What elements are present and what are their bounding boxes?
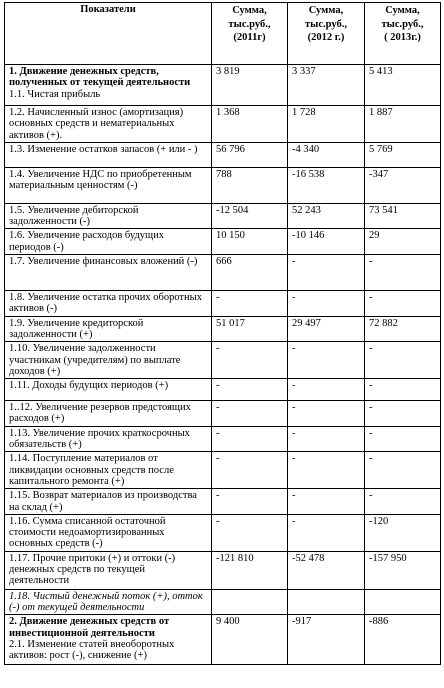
table-row — [5, 342, 441, 379]
row-value-2012: 52 243 — [288, 203, 365, 229]
row-indicator — [5, 615, 212, 665]
row-value-2011: 9 400 — [212, 615, 288, 665]
header-2012 — [288, 3, 365, 65]
row-indicator — [5, 167, 212, 203]
row-indicator-title: 1.7. Увеличение финансовых вложений (-) — [9, 256, 198, 268]
row-indicator-title: 1.10. Увеличение задолженности участникам (учредителям) по выплате доходов (+) — [9, 343, 181, 377]
row-value-2013: - — [365, 489, 441, 515]
header-2013-line3: ( 2013г.) — [384, 32, 421, 44]
row-value-2013: 73 541 — [365, 203, 441, 229]
header-row — [5, 3, 441, 65]
row-indicator-title: 1.18. Чистый денежный поток (+), отток (-) от текущей деятельности — [9, 590, 203, 614]
row-value-2012: - — [288, 342, 365, 379]
table-row — [5, 229, 441, 255]
row-value-2012: - — [288, 401, 365, 427]
row-value-2011: - — [212, 401, 288, 427]
row-value-2011: 666 — [212, 255, 288, 291]
header-2011 — [212, 3, 288, 65]
table-header — [5, 3, 441, 65]
row-indicator — [5, 255, 212, 291]
row-indicator-title: 1. Движение денежных средств, полученных от текущей деятельности — [9, 66, 191, 89]
table-row — [5, 203, 441, 229]
row-value-2013: 5 769 — [365, 142, 441, 167]
row-value-2012: - — [288, 379, 365, 401]
row-value-2013: 72 882 — [365, 316, 441, 342]
table-row — [5, 379, 441, 401]
row-indicator — [5, 106, 212, 143]
header-2011-line1: Сумма, — [232, 5, 267, 16]
row-indicator — [5, 142, 212, 167]
row-indicator — [5, 342, 212, 379]
header-2011-line3: (2011г) — [233, 32, 266, 44]
header-2011-line2: тыс.руб., — [228, 18, 271, 30]
row-indicator-title: 1.6. Увеличение расходов будущих периодов (-) — [9, 230, 164, 253]
cash-flow-document — [4, 2, 440, 665]
header-2012-line2: тыс.руб., — [305, 18, 347, 30]
row-value-2013 — [365, 589, 441, 615]
row-value-2013: 1 887 — [365, 106, 441, 143]
row-value-2013: - — [365, 401, 441, 427]
row-indicator — [5, 316, 212, 342]
row-value-2011: 3 819 — [212, 65, 288, 106]
row-value-2012: 3 337 — [288, 65, 365, 106]
row-value-2011: - — [212, 452, 288, 489]
table-row — [5, 167, 441, 203]
row-value-2012: - — [288, 514, 365, 551]
row-indicator-subitem: 1.1. Чистая прибыль — [9, 88, 101, 100]
row-indicator-subitem: 2.1. Изменение статей внеоборотных активов: рост (-), снижение (+) — [9, 638, 175, 662]
row-value-2011: 51 017 — [212, 316, 288, 342]
row-indicator — [5, 426, 212, 452]
row-indicator — [5, 291, 212, 317]
table-row — [5, 401, 441, 427]
row-indicator — [5, 452, 212, 489]
row-indicator-title: 1.8. Увеличение остатка прочих оборотных активов (-) — [9, 292, 202, 315]
row-value-2012 — [288, 589, 365, 615]
row-indicator — [5, 551, 212, 589]
row-value-2011: 56 796 — [212, 142, 288, 167]
row-value-2012: 29 497 — [288, 316, 365, 342]
row-indicator-title: 1..12. Увеличение резервов предстоящих расходов (+) — [9, 402, 191, 425]
row-indicator-title: 1.16. Сумма списанной остаточной стоимости недоамортизированных основных средств (-) — [9, 515, 166, 550]
row-value-2013: - — [365, 379, 441, 401]
row-value-2013: -157 950 — [365, 551, 441, 589]
row-value-2012: -917 — [288, 615, 365, 665]
table-row — [5, 142, 441, 167]
row-indicator-title: 1.17. Прочие притоки (+) и оттоки (-) денежных средств по текущей деятельности — [9, 552, 176, 587]
table-row — [5, 426, 441, 452]
row-indicator-title: 1.11. Доходы будущих периодов (+) — [9, 380, 169, 392]
row-value-2013: - — [365, 291, 441, 317]
row-value-2011: - — [212, 379, 288, 401]
table-row — [5, 589, 441, 615]
cash-flow-table — [4, 2, 441, 665]
row-indicator — [5, 489, 212, 515]
row-indicator-title: 1.3. Изменение остатков запасов (+ или - ) — [9, 143, 198, 155]
row-indicator — [5, 514, 212, 551]
row-indicator-title: 1.9. Увеличение кредиторской задолженности (+) — [9, 317, 144, 340]
row-value-2011: - — [212, 514, 288, 551]
row-value-2013: - — [365, 426, 441, 452]
row-value-2012: - — [288, 452, 365, 489]
row-indicator — [5, 65, 212, 106]
row-value-2013: -886 — [365, 615, 441, 665]
row-indicator-title: 1.4. Увеличение НДС по приобретенным материальным ценностям (-) — [9, 168, 192, 192]
row-value-2011: - — [212, 489, 288, 515]
row-value-2011: 788 — [212, 167, 288, 203]
row-value-2013: 29 — [365, 229, 441, 255]
header-2013-line1: Сумма, — [385, 5, 420, 16]
row-value-2011 — [212, 589, 288, 615]
table-row — [5, 489, 441, 515]
header-2012-line1: Сумма, — [308, 5, 344, 16]
table-row — [5, 291, 441, 317]
header-2012-line3: (2012 г.) — [307, 32, 345, 44]
header-2013-line2: тыс.руб., — [381, 18, 424, 30]
row-value-2012: -52 478 — [288, 551, 365, 589]
row-value-2011: 10 150 — [212, 229, 288, 255]
row-value-2011: 1 368 — [212, 106, 288, 143]
row-value-2013: - — [365, 255, 441, 291]
table-row — [5, 106, 441, 143]
row-value-2013: -347 — [365, 167, 441, 203]
table-row — [5, 551, 441, 589]
row-indicator-title: 1.2. Начисленный износ (амортизация) основных средств и нематериальных активов (+). — [9, 107, 184, 141]
row-indicator-title: 1.5. Увеличение дебиторской задолженности (-) — [9, 204, 139, 228]
table-row — [5, 615, 441, 665]
header-2013 — [365, 3, 441, 65]
table-row — [5, 255, 441, 291]
row-indicator — [5, 589, 212, 615]
row-indicator — [5, 379, 212, 401]
row-value-2011: - — [212, 342, 288, 379]
row-indicator-title: 1.13. Увеличение прочих краткосрочных обязательств (+) — [9, 427, 190, 451]
row-value-2011: -12 504 — [212, 203, 288, 229]
row-indicator-title: 1.14. Поступление материалов от ликвидации основных средств после капитального ремонта (+) — [9, 453, 174, 487]
table-body — [5, 65, 441, 665]
row-indicator-title: 2. Движение денежных средств от инвестиционной деятельности — [9, 616, 170, 639]
row-value-2012: -4 340 — [288, 142, 365, 167]
table-row — [5, 65, 441, 106]
row-indicator — [5, 203, 212, 229]
row-value-2012: - — [288, 255, 365, 291]
row-indicator-title: 1.15. Возврат материалов из производства на склад (+) — [9, 490, 197, 513]
table-row — [5, 514, 441, 551]
header-indicators: Показатели — [5, 3, 212, 65]
row-value-2011: - — [212, 291, 288, 317]
row-value-2011: -121 810 — [212, 551, 288, 589]
row-value-2012: 1 728 — [288, 106, 365, 143]
row-value-2012: -16 538 — [288, 167, 365, 203]
row-indicator — [5, 229, 212, 255]
row-value-2012: - — [288, 489, 365, 515]
row-value-2012: - — [288, 291, 365, 317]
table-row — [5, 452, 441, 489]
row-value-2013: - — [365, 452, 441, 489]
row-value-2013: - — [365, 342, 441, 379]
table-row — [5, 316, 441, 342]
row-value-2011: - — [212, 426, 288, 452]
row-value-2013: 5 413 — [365, 65, 441, 106]
row-value-2013: -120 — [365, 514, 441, 551]
row-value-2012: - — [288, 426, 365, 452]
row-value-2012: -10 146 — [288, 229, 365, 255]
row-indicator — [5, 401, 212, 427]
